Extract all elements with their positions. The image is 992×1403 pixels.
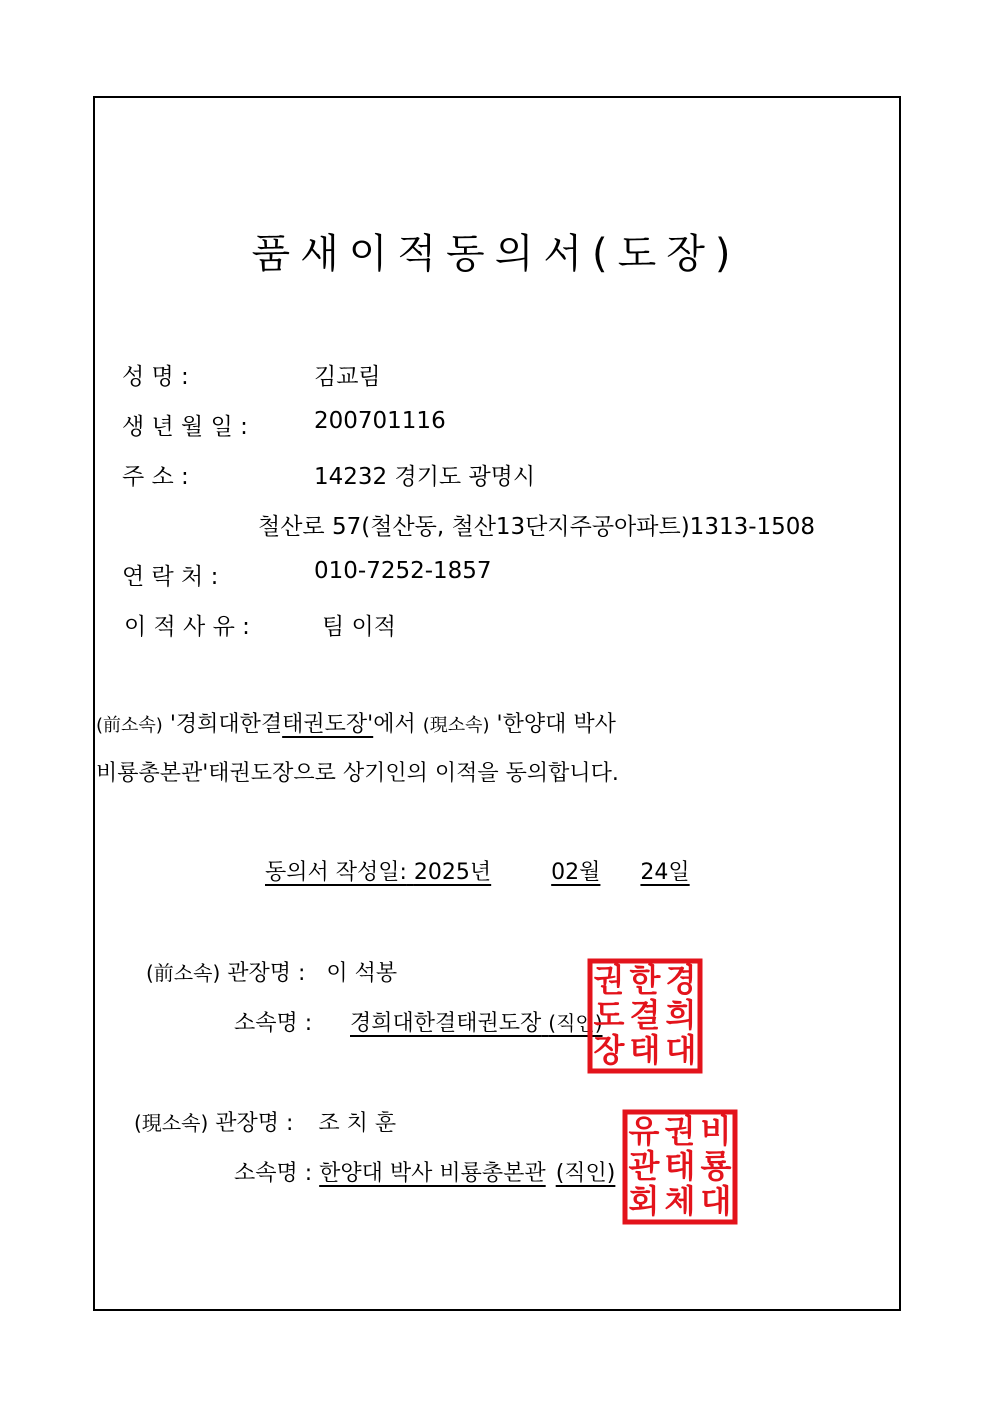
document-title: 품새이적동의서(도장) (251, 231, 741, 277)
seal-glyph: 태 (664, 1147, 696, 1185)
date-label: 동의서 작성일: (265, 860, 407, 885)
contact-label: 연 락 처 : (122, 564, 219, 590)
date-day: 24일 (640, 860, 690, 885)
curr-org-name: 한양대 박사 비룡총본관 (319, 1161, 546, 1186)
curr-prefix: (現소속) (422, 715, 490, 736)
address-label: 주 소 : (122, 464, 189, 490)
prev-org-name: 경희대한결태권도장 (350, 1011, 542, 1036)
seal-glyph: 룡 (700, 1147, 732, 1185)
date-year: 2025년 (413, 860, 492, 885)
seal-glyph: 회 (628, 1182, 660, 1220)
curr-head-name: 조 치 훈 (318, 1111, 397, 1136)
statement-line2: 비룡총본관'태권도장으로 상기인의 이적을 동의합니다. (96, 761, 619, 786)
contact-value: 010-7252-1857 (314, 558, 492, 584)
seal-glyph: 권 (593, 961, 625, 999)
curr-org-row (234, 1156, 615, 1187)
address-line1: 14232 경기도 광명시 (314, 464, 536, 490)
name-value: 김교림 (314, 364, 381, 390)
prev-dojang-part1: '경희대한결 (169, 712, 283, 737)
curr-dojang-line1: '한양대 박사 (496, 712, 616, 737)
seal-glyph: 결 (629, 996, 661, 1034)
prev-head-row (146, 956, 397, 987)
seal-glyph: 한 (629, 961, 661, 999)
seal-glyph: 유 (628, 1112, 660, 1150)
seal-glyph: 관 (628, 1147, 660, 1185)
reason-label: 이 적 사 유 : (124, 614, 250, 640)
name-label: 성 명 : (122, 364, 189, 390)
curr-org-label: 소속명 : (234, 1161, 313, 1186)
seal-glyph: 희 (665, 996, 697, 1034)
prev-seal-note: (직인) (548, 1011, 603, 1035)
curr-dojang-seal (622, 1109, 738, 1225)
prev-dojang-seal (587, 958, 703, 1074)
consent-date (265, 855, 690, 886)
seal-glyph: 대 (700, 1182, 732, 1220)
curr-head-label: 관장명 : (215, 1111, 294, 1136)
birth-value: 200701116 (314, 408, 446, 434)
prev-head-label: 관장명 : (227, 961, 306, 986)
reason-value: 팀 이적 (322, 614, 396, 640)
prev-prefix: (前소속) (96, 715, 163, 736)
curr-seal-note: (직인) (555, 1161, 616, 1186)
prev-head-name: 이 석봉 (326, 961, 398, 986)
prev-dojang-part2: 태권도장' (282, 712, 374, 737)
seal-glyph: 대 (665, 1031, 697, 1069)
prev-org-label: 소속명 : (234, 1011, 313, 1036)
seal-glyph: 도 (593, 996, 625, 1034)
seal-glyph: 체 (664, 1182, 696, 1220)
prev-org-row (350, 1006, 603, 1037)
date-month: 02월 (551, 860, 601, 885)
statement-mid: 에서 (373, 712, 416, 737)
seal-glyph: 태 (629, 1031, 661, 1069)
prev-affiliation-prefix: (前소속) (146, 961, 221, 985)
seal-glyph: 경 (665, 961, 697, 999)
birth-label: 생 년 월 일 : (122, 414, 248, 440)
seal-glyph: 권 (664, 1112, 696, 1150)
curr-head-row (134, 1106, 396, 1137)
seal-glyph: 장 (593, 1031, 625, 1069)
curr-affiliation-prefix: (現소속) (134, 1111, 209, 1135)
statement-line1 (96, 707, 616, 738)
seal-glyph: 비 (700, 1112, 732, 1150)
address-line2: 철산로 57(철산동, 철산13단지주공아파트)1313-1508 (258, 514, 816, 540)
